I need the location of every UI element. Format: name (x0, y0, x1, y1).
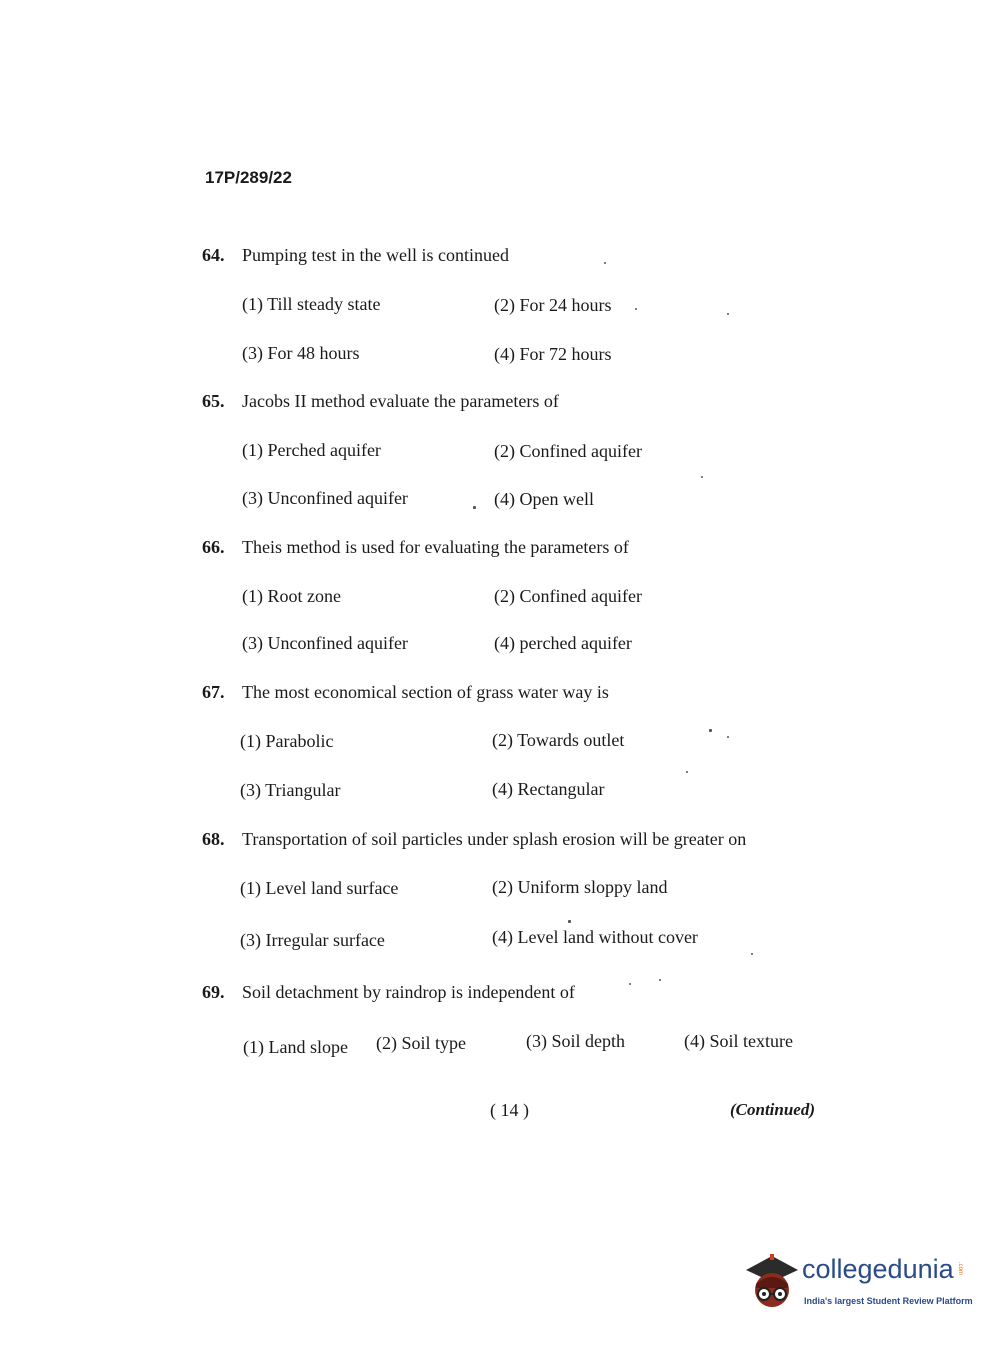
option-69-2: (2) Soil type (376, 1033, 466, 1053)
scan-speck (709, 729, 712, 732)
option-64-1: (1) Till steady state (242, 294, 381, 314)
page-number: ( 14 ) (490, 1100, 529, 1120)
brand-tagline: India's largest Student Review Platform (804, 1296, 973, 1306)
option-65-2: (2) Confined aquifer (494, 441, 642, 461)
question-number: 68. (202, 829, 225, 849)
option-68-1: (1) Level land surface (240, 878, 399, 898)
scan-speck (686, 771, 688, 773)
option-65-4: (4) Open well (494, 489, 594, 509)
option-66-4: (4) perched aquifer (494, 633, 632, 653)
scan-speck (629, 983, 631, 985)
option-66-1: (1) Root zone (242, 586, 341, 606)
scan-speck (727, 313, 729, 315)
option-65-3: (3) Unconfined aquifer (242, 488, 408, 508)
scan-speck (635, 308, 637, 310)
option-66-3: (3) Unconfined aquifer (242, 633, 408, 653)
continued-label: (Continued) (730, 1100, 816, 1119)
mascot-icon (742, 1248, 802, 1318)
scan-speck (659, 979, 661, 981)
option-67-3: (3) Triangular (240, 780, 341, 800)
option-69-4: (4) Soil texture (684, 1031, 793, 1051)
option-68-3: (3) Irregular surface (240, 930, 385, 950)
brand-name: collegedunia (802, 1254, 954, 1284)
question-number: 66. (202, 537, 225, 557)
scan-speck (701, 476, 703, 478)
option-68-4: (4) Level land without cover (492, 927, 698, 947)
option-69-1: (1) Land slope (243, 1037, 348, 1057)
question-text: Transportation of soil particles under splash erosion will be greater on (242, 829, 747, 849)
scan-speck (473, 506, 476, 509)
question-text: Soil detachment by raindrop is independent of (242, 982, 575, 1002)
option-69-3: (3) Soil depth (526, 1031, 625, 1051)
scan-speck (751, 953, 753, 955)
question-text: Theis method is used for evaluating the parameters of (242, 537, 629, 557)
option-64-2: (2) For 24 hours (494, 295, 612, 315)
option-67-1: (1) Parabolic (240, 731, 334, 751)
option-66-2: (2) Confined aquifer (494, 586, 642, 606)
option-64-3: (3) For 48 hours (242, 343, 360, 363)
option-68-2: (2) Uniform sloppy land (492, 877, 668, 897)
paper-code: 17P/289/22 (205, 168, 292, 187)
question-68 (202, 829, 746, 850)
option-65-1: (1) Perched aquifer (242, 440, 381, 460)
question-64 (202, 245, 509, 266)
option-67-4: (4) Rectangular (492, 779, 605, 799)
question-66 (202, 537, 629, 558)
scan-speck (727, 736, 729, 738)
scan-speck (568, 920, 571, 923)
question-text: Pumping test in the well is continued (242, 245, 509, 265)
question-number: 64. (202, 245, 225, 265)
option-64-4: (4) For 72 hours (494, 344, 612, 364)
question-65 (202, 391, 559, 412)
question-number: 67. (202, 682, 225, 702)
question-number: 65. (202, 391, 225, 411)
collegedunia-logo (742, 1248, 972, 1318)
option-67-2: (2) Towards outlet (492, 730, 625, 750)
question-text: The most economical section of grass water way is (242, 682, 609, 702)
question-69 (202, 982, 575, 1003)
scan-speck (604, 262, 606, 264)
question-67 (202, 682, 609, 703)
question-text: Jacobs II method evaluate the parameters of (242, 391, 559, 411)
question-number: 69. (202, 982, 225, 1002)
brand-domain: .com (957, 1262, 963, 1276)
